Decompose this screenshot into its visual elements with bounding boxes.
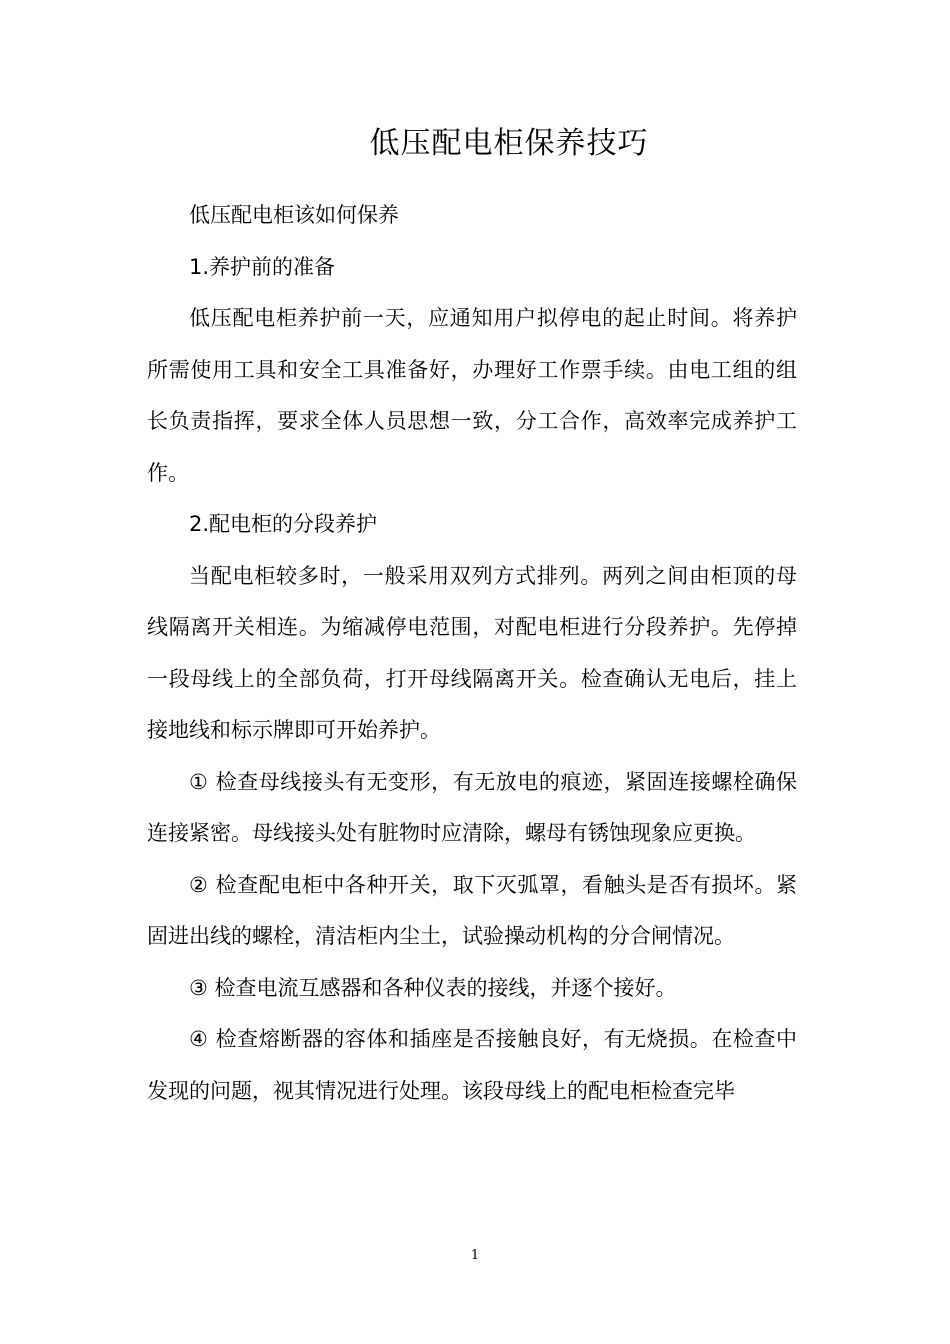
paragraph: 低压配电柜养护前一天，应通知用户拟停电的起止时间。将养护所需使用工具和安全工具准备好，办理好工作票手续。由电工组的组长负责指挥，要求全体人员思想一致，分工合作，高效率完成养护工作。 bbox=[147, 306, 797, 485]
list-item: ① 检查母线接头有无变形，有无放电的痕迹，紧固连接螺栓确保连接紧密。母线接头处有脏物时应清除，螺母有锈蚀现象应更换。 bbox=[147, 769, 797, 845]
section-heading: 低压配电柜该如何保养 bbox=[189, 203, 399, 227]
page-number: 1 bbox=[470, 1248, 480, 1263]
list-item: ③ 检查电流互感器和各种仪表的接线，并逐个接好。 bbox=[189, 975, 677, 1000]
subsection-heading: 1.养护前的准备 bbox=[189, 254, 336, 279]
document-title: 低压配电柜保养技巧 bbox=[369, 126, 649, 161]
paragraph: 当配电柜较多时，一般采用双列方式排列。两列之间由柜顶的母线隔离开关相连。为缩减停电范围，对配电柜进行分段养护。先停掉一段母线上的全部负荷，打开母线隔离开关。检查确认无电后，挂上接地线和标示牌即可开始养护。 bbox=[147, 563, 797, 742]
list-item: ② 检查配电柜中各种开关，取下灭弧罩，看触头是否有损坏。紧固进出线的螺栓，清洁柜内尘土，试验操动机构的分合闸情况。 bbox=[147, 872, 797, 948]
subsection-heading: 2.配电柜的分段养护 bbox=[189, 512, 378, 536]
document-body bbox=[147, 190, 797, 1117]
list-item: ④ 检查熔断器的容体和插座是否接触良好，有无烧损。在检查中发现的问题，视其情况进行处理。该段母线上的配电柜检查完毕 bbox=[147, 1027, 797, 1103]
